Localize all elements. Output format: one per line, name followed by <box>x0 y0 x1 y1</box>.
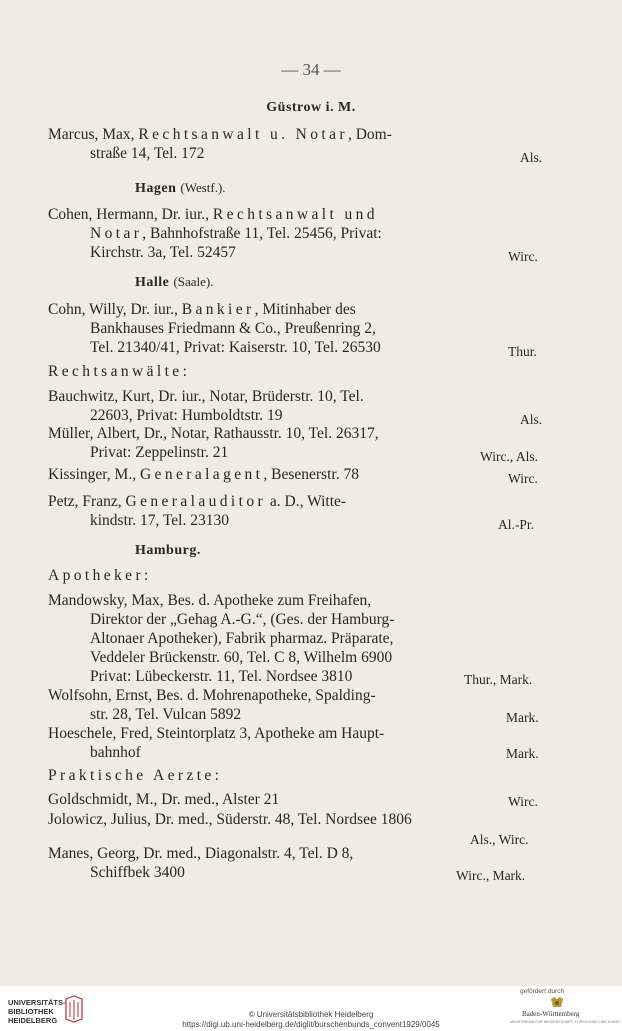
entry-petz-line1: Petz, Franz, Generalauditor a. D., Witte- <box>48 493 347 510</box>
sponsor-name: Baden-Württemberg <box>522 1010 580 1018</box>
entry-goldschmidt-line1: Goldschmidt, M., Dr. med., Alster 21 <box>48 791 280 808</box>
entry-mueller-city: Wirc., Als. <box>480 449 538 464</box>
entry-manes-city: Wirc., Mark. <box>456 868 526 883</box>
entry-hoeschele-city: Mark. <box>506 746 539 761</box>
entry-cohen-city: Wirc. <box>508 249 538 264</box>
entry-mandowsky-line3: Altonaer Apotheker), Fabrik pharmaz. Präparate, <box>90 630 394 647</box>
entry-cohn-city: Thur. <box>508 344 537 359</box>
entry-jolowicz-city: Als., Wirc. <box>470 832 529 847</box>
entry-petz-city: Al.-Pr. <box>498 517 535 532</box>
heading-hamburg: Hamburg. <box>135 543 201 558</box>
entry-bauchwitz-city: Als. <box>520 412 543 427</box>
entry-mandowsky-line1: Mandowsky, Max, Bes. d. Apotheke zum Freihafen, <box>48 592 372 609</box>
entry-cohn-line3: Tel. 21340/41, Privat: Kaiserstr. 10, Tel. 26530 <box>90 339 381 356</box>
entry-marcus-line2: straße 14, Tel. 172 <box>90 145 205 162</box>
entry-wolfsohn-line1: Wolfsohn, Ernst, Bes. d. Mohrenapotheke, Spalding- <box>48 687 376 704</box>
entry-mandowsky-line5: Privat: Lübeckerstr. 11, Tel. Nordsee 3810 <box>90 668 353 685</box>
entry-mueller-line1: Müller, Albert, Dr., Notar, Rathausstr. 10, Tel. 26317, <box>48 425 379 442</box>
heading-guestrow: Güstrow i. M. <box>266 100 356 115</box>
footer-bar <box>0 986 622 1031</box>
entry-bauchwitz-line2: 22603, Privat: Humboldtstr. 19 <box>90 407 283 424</box>
page-number: — 34 — <box>281 60 341 79</box>
heading-hagen: Hagen (Westf.). <box>135 180 226 196</box>
entry-wolfsohn-line2: str. 28, Tel. Vulcan 5892 <box>90 706 242 723</box>
entry-mueller-line2: Privat: Zeppelinstr. 21 <box>90 444 229 461</box>
entry-mandowsky-city: Thur., Mark. <box>464 672 533 687</box>
entry-cohn-line2: Bankhauses Friedmann & Co., Preußenring 2, <box>90 320 376 337</box>
crest-icon <box>550 996 564 1008</box>
heading-halle: Halle (Saale). <box>135 274 214 290</box>
entry-kissinger-line1: Kissinger, M., Generalagent, Besenerstr. 78 <box>48 466 359 483</box>
entry-petz-line2: kindstr. 17, Tel. 23130 <box>90 512 229 529</box>
entry-hoeschele-line2: bahnhof <box>90 744 141 761</box>
label-rechtsanwaelte: Rechtsanwälte: <box>48 363 191 380</box>
library-logo-text: UNIVERSITÄTS- BIBLIOTHEK HEIDELBERG <box>8 998 66 1025</box>
entry-cohen-line1: Cohen, Hermann, Dr. iur., Rechtsanwalt und <box>48 206 378 223</box>
entry-bauchwitz-line1: Bauchwitz, Kurt, Dr. iur., Notar, Brüderstr. 10, Tel. <box>48 388 364 405</box>
entry-cohn-line1: Cohn, Willy, Dr. iur., Bankier, Mitinhaber des <box>48 301 356 318</box>
entry-jolowicz-line1: Jolowicz, Julius, Dr. med., Süderstr. 48, Tel. Nordsee 1806 <box>48 811 412 828</box>
sponsor-label: gefördert durch <box>520 988 565 995</box>
entry-mandowsky-line2: Direktor der „Gehag A.-G.“, (Ges. der Hamburg- <box>90 611 395 628</box>
label-aerzte: Praktische Aerzte: <box>48 767 223 784</box>
entry-cohen-line2: Notar, Bahnhofstraße 11, Tel. 25456, Privat: <box>90 225 382 242</box>
entry-wolfsohn-city: Mark. <box>506 710 539 725</box>
entry-marcus-line1: Marcus, Max, Rechtsanwalt u. Notar, Dom- <box>48 126 392 143</box>
label-apotheker: Apotheker: <box>48 567 152 584</box>
entry-marcus-city: Als. <box>520 150 543 165</box>
entry-manes-line1: Manes, Georg, Dr. med., Diagonalstr. 4, Tel. D 8, <box>48 845 354 862</box>
entry-kissinger-city: Wirc. <box>508 471 538 486</box>
entry-goldschmidt-city: Wirc. <box>508 794 538 809</box>
source-url-link[interactable]: https://digi.ub.uni-heidelberg.de/diglit/burschenbunds_convent1929/0045 <box>182 1020 440 1029</box>
entry-manes-line2: Schiffbek 3400 <box>90 864 185 881</box>
entry-mandowsky-line4: Veddeler Brückenstr. 60, Tel. C 8, Wilhelm 6900 <box>90 649 393 666</box>
entry-hoeschele-line1: Hoeschele, Fred, Steintorplatz 3, Apotheke am Haupt- <box>48 725 385 742</box>
sponsor-subtitle: MINISTERIUM FÜR WISSENSCHAFT, FORSCHUNG UND KUNST <box>510 1020 621 1024</box>
copyright-text: © Universitätsbibliothek Heidelberg <box>248 1010 374 1019</box>
entry-cohen-line3: Kirchstr. 3a, Tel. 52457 <box>90 244 236 261</box>
